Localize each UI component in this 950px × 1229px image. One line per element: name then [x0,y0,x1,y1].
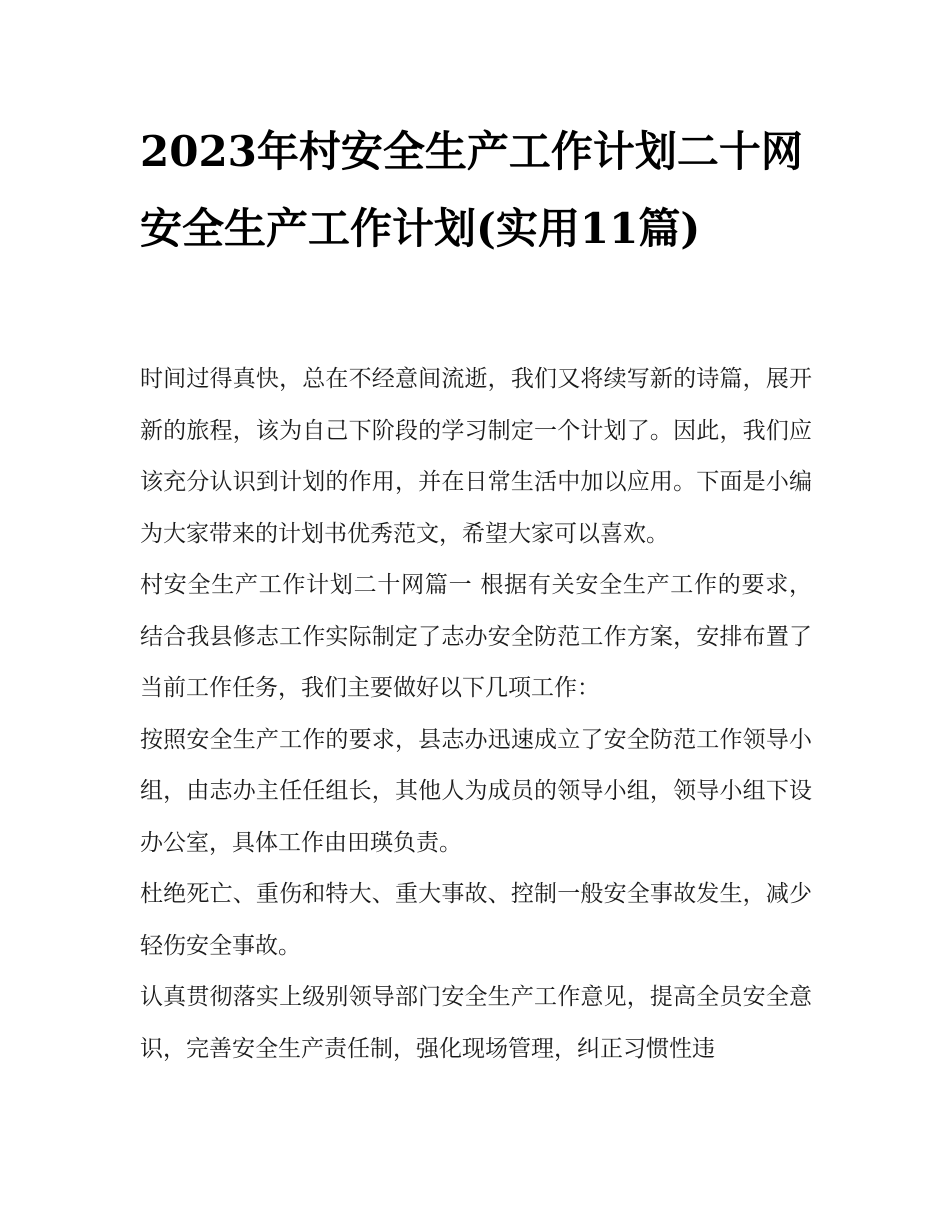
paragraph-accident-goal: 杜绝死亡、重伤和特大、重大事故、控制一般安全事故发生，减少轻伤安全事故。 [140,881,812,959]
document-body [140,354,812,1075]
document-title: 2023年村安全生产工作计划二十网 安全生产工作计划(实用11篇) [140,127,803,253]
paragraph-implementation: 认真贯彻落实上级别领导部门安全生产工作意见，提高全员安全意识，完善安全生产责任制，强化现场管理，纠正习惯性违 [140,984,812,1062]
paragraph-leadership-group: 按照安全生产工作的要求，县志办迅速成立了安全防范工作领导小组，由志办主任任组长，其他人为成员的领导小组，领导小组下设办公室，具体工作由田瑛负责。 [140,726,812,856]
paragraph-section-one: 村安全生产工作计划二十网篇一 根据有关安全生产工作的要求，结合我县修志工作实际制定了志办安全防范工作方案，安排布置了当前工作任务，我们主要做好以下几项工作： [140,572,812,701]
paragraph-intro: 时间过得真快，总在不经意间流逝，我们又将续写新的诗篇，展开新的旅程，该为自己下阶段的学习制定一个计划了。因此，我们应该充分认识到计划的作用，并在日常生活中加以应用。下面是小编为大家带来的计划书优秀范文，希望大家可以喜欢。 [140,366,812,547]
